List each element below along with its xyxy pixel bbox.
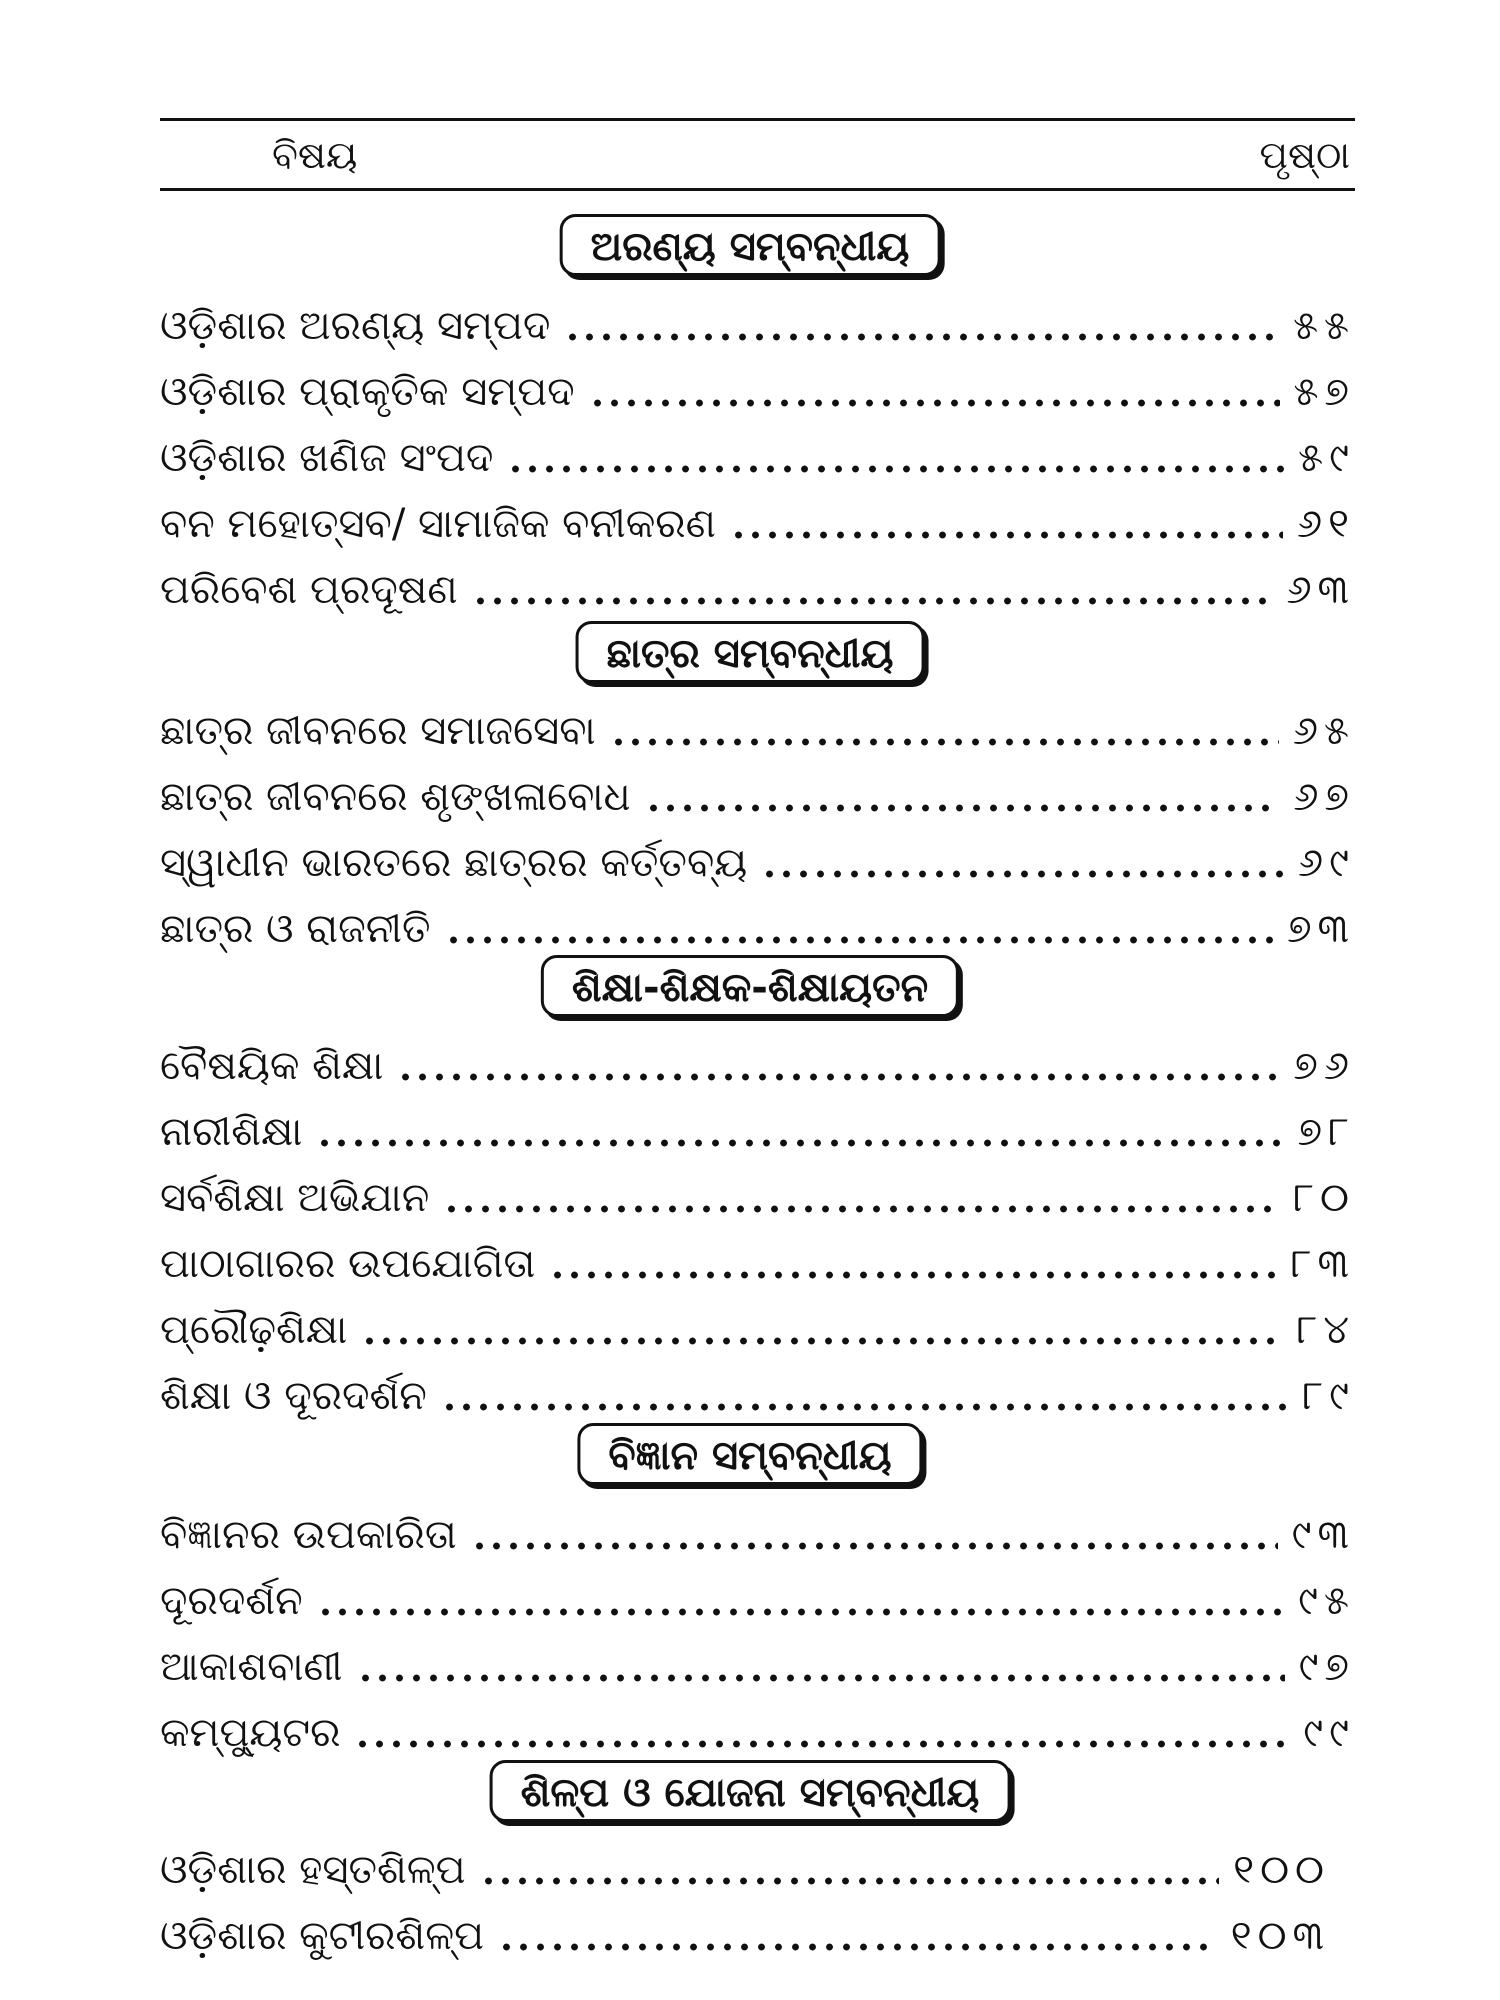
toc-entry-page: ୮୪ <box>1296 1307 1355 1353</box>
dot-leader <box>316 1099 1283 1159</box>
toc-entry-title: ଆକାଶବାଣୀ <box>160 1644 343 1690</box>
toc-entry-page: ୫୫ <box>1293 303 1355 349</box>
dot-leader <box>397 1033 1279 1093</box>
header-top-rule <box>160 118 1355 121</box>
toc-entry-page: ୧୦୩ <box>1230 1913 1330 1959</box>
toc-entry[interactable] <box>160 557 1355 617</box>
toc-entry[interactable] <box>160 1634 1355 1694</box>
toc-entry[interactable] <box>160 1231 1355 1291</box>
section-heading: ଅରଣ୍ୟ ସମ୍ବନ୍ଧୀୟ <box>560 214 941 276</box>
toc-entry-title: ବୈଷୟିକ ଶିକ୍ଷା <box>160 1043 384 1089</box>
dot-leader <box>645 764 1280 824</box>
toc-entry-title: କମ୍ପ୍ୟୁଟର <box>160 1710 341 1756</box>
toc-entry-page: ୫୯ <box>1298 435 1355 481</box>
toc-entry-title: ପାଠାଗାରର ଉପଯୋଗିତା <box>160 1241 536 1287</box>
toc-entry[interactable] <box>160 1700 1355 1760</box>
toc-entry-page: ୬୫ <box>1292 708 1355 754</box>
toc-entry-page: ୬୭ <box>1293 774 1355 820</box>
dot-leader <box>507 425 1284 485</box>
dot-leader <box>445 896 1274 956</box>
toc-entry-title: ଛାତ୍ର ଜୀବନରେ ଶୃଙ୍ଖଳାବୋଧ <box>160 774 631 820</box>
toc-entry-title: ଛାତ୍ର ଜୀବନରେ ସମାଜସେବା <box>160 708 596 754</box>
dot-leader <box>357 1634 1285 1694</box>
toc-entry[interactable] <box>160 293 1355 353</box>
dot-leader <box>730 491 1283 551</box>
toc-entry-title: ଓଡ଼ିଶାର ଖଣିଜ ସଂପଦ <box>160 435 494 481</box>
header-bottom-rule <box>160 188 1355 191</box>
toc-entry-title: ବିଜ୍ଞାନର ଉପକାରିତା <box>160 1512 457 1558</box>
toc-entry-title: ପରିବେଶ ପ୍ରଦୂଷଣ <box>160 567 458 613</box>
toc-entry-page: ୭୩ <box>1287 906 1355 952</box>
toc-entry[interactable] <box>160 491 1355 551</box>
dot-leader <box>498 1903 1217 1963</box>
toc-entry[interactable] <box>160 1297 1355 1357</box>
toc-entry-page: ୬୯ <box>1298 840 1355 886</box>
dot-leader <box>761 830 1284 890</box>
toc-entry[interactable] <box>160 1363 1355 1423</box>
dot-leader <box>564 293 1279 353</box>
toc-entry-title: ପ୍ରୌଢ଼ଶିକ୍ଷା <box>160 1307 348 1353</box>
toc-entry[interactable] <box>160 896 1355 956</box>
toc-entry[interactable] <box>160 1033 1355 1093</box>
toc-entry[interactable] <box>160 1165 1355 1225</box>
toc-entry[interactable] <box>160 764 1355 824</box>
dot-leader <box>317 1568 1284 1628</box>
dot-leader <box>471 1502 1278 1562</box>
dot-leader <box>610 698 1279 758</box>
toc-entry-page: ୮୩ <box>1290 1241 1355 1287</box>
toc-entry-page: ୯୯ <box>1303 1710 1355 1756</box>
toc-entry-title: ବନ ମହୋତ୍ସବ/ ସାମାଜିକ ବନୀକରଣ <box>160 501 716 547</box>
toc-entry-title: ନାରୀଶିକ୍ଷା <box>160 1109 303 1155</box>
toc-entry[interactable] <box>160 1903 1330 1963</box>
toc-entry[interactable] <box>160 698 1355 758</box>
toc-entry[interactable] <box>160 1837 1330 1897</box>
toc-entry-page: ୬୧ <box>1297 501 1355 547</box>
dot-leader <box>361 1297 1282 1357</box>
toc-entry-page: ୫୭ <box>1293 369 1355 415</box>
dot-leader <box>589 359 1280 419</box>
toc-entry-title: ଓଡ଼ିଶାର କୁଟୀରଶିଳ୍ପ <box>160 1913 484 1959</box>
toc-entry[interactable] <box>160 830 1355 890</box>
dot-leader <box>441 1363 1288 1423</box>
toc-entry-page: ୯୫ <box>1298 1578 1355 1624</box>
column-header-page: ପୃଷ୍ଠା <box>1259 133 1350 177</box>
toc-entry-title: ଶିକ୍ଷା ଓ ଦୂରଦର୍ଶନ <box>160 1373 427 1419</box>
dot-leader <box>354 1700 1289 1760</box>
toc-entry-title: ଓଡ଼ିଶାର ପ୍ରାକୃତିକ ସମ୍ପଦ <box>160 369 575 415</box>
toc-entry-page: ୭୬ <box>1293 1043 1355 1089</box>
dot-leader <box>472 557 1273 617</box>
toc-entry[interactable] <box>160 425 1355 485</box>
toc-entry[interactable] <box>160 1099 1355 1159</box>
toc-entry-title: ଛାତ୍ର ଓ ରାଜନୀତି <box>160 906 431 952</box>
section-heading: ବିଜ୍ଞାନ ସମ୍ବନ୍ଧୀୟ <box>577 1423 922 1485</box>
dot-leader <box>480 1837 1220 1897</box>
column-header-subject: ବିଷୟ <box>272 133 358 177</box>
dot-leader <box>443 1165 1279 1225</box>
toc-entry[interactable] <box>160 1568 1355 1628</box>
toc-entry-page: ୮୯ <box>1302 1373 1355 1419</box>
toc-entry-page: ୮୦ <box>1293 1175 1355 1221</box>
toc-entry-page: ୯୩ <box>1291 1512 1355 1558</box>
toc-entry[interactable] <box>160 1502 1355 1562</box>
section-heading: ଛାତ୍ର ସମ୍ବନ୍ଧୀୟ <box>576 621 925 683</box>
section-heading: ଶିକ୍ଷା-ଶିକ୍ଷକ-ଶିକ୍ଷାୟତନ <box>541 955 959 1017</box>
toc-entry-page: ୭୮ <box>1297 1109 1355 1155</box>
toc-entry[interactable] <box>160 359 1355 419</box>
toc-entry-title: ସର୍ବଶିକ୍ଷା ଅଭିଯାନ <box>160 1175 430 1221</box>
toc-entry-page: ୧୦୦ <box>1233 1847 1330 1893</box>
section-heading: ଶିଳ୍ପ ଓ ଯୋଜନା ସମ୍ବନ୍ଧୀୟ <box>490 1760 1011 1822</box>
toc-entry-page: ୯୭ <box>1298 1644 1355 1690</box>
toc-entry-title: ଓଡ଼ିଶାର ଅରଣ୍ୟ ସମ୍ପଦ <box>160 303 551 349</box>
toc-entry-title: ସ୍ୱାଧୀନ ଭାରତରେ ଛାତ୍ରର କର୍ତ୍ତବ୍ୟ <box>160 840 748 886</box>
toc-entry-title: ଓଡ଼ିଶାର ହସ୍ତଶିଳ୍ପ <box>160 1847 466 1893</box>
toc-entry-page: ୬୩ <box>1286 567 1355 613</box>
toc-entry-title: ଦୂରଦର୍ଶନ <box>160 1578 303 1624</box>
dot-leader <box>549 1231 1276 1291</box>
